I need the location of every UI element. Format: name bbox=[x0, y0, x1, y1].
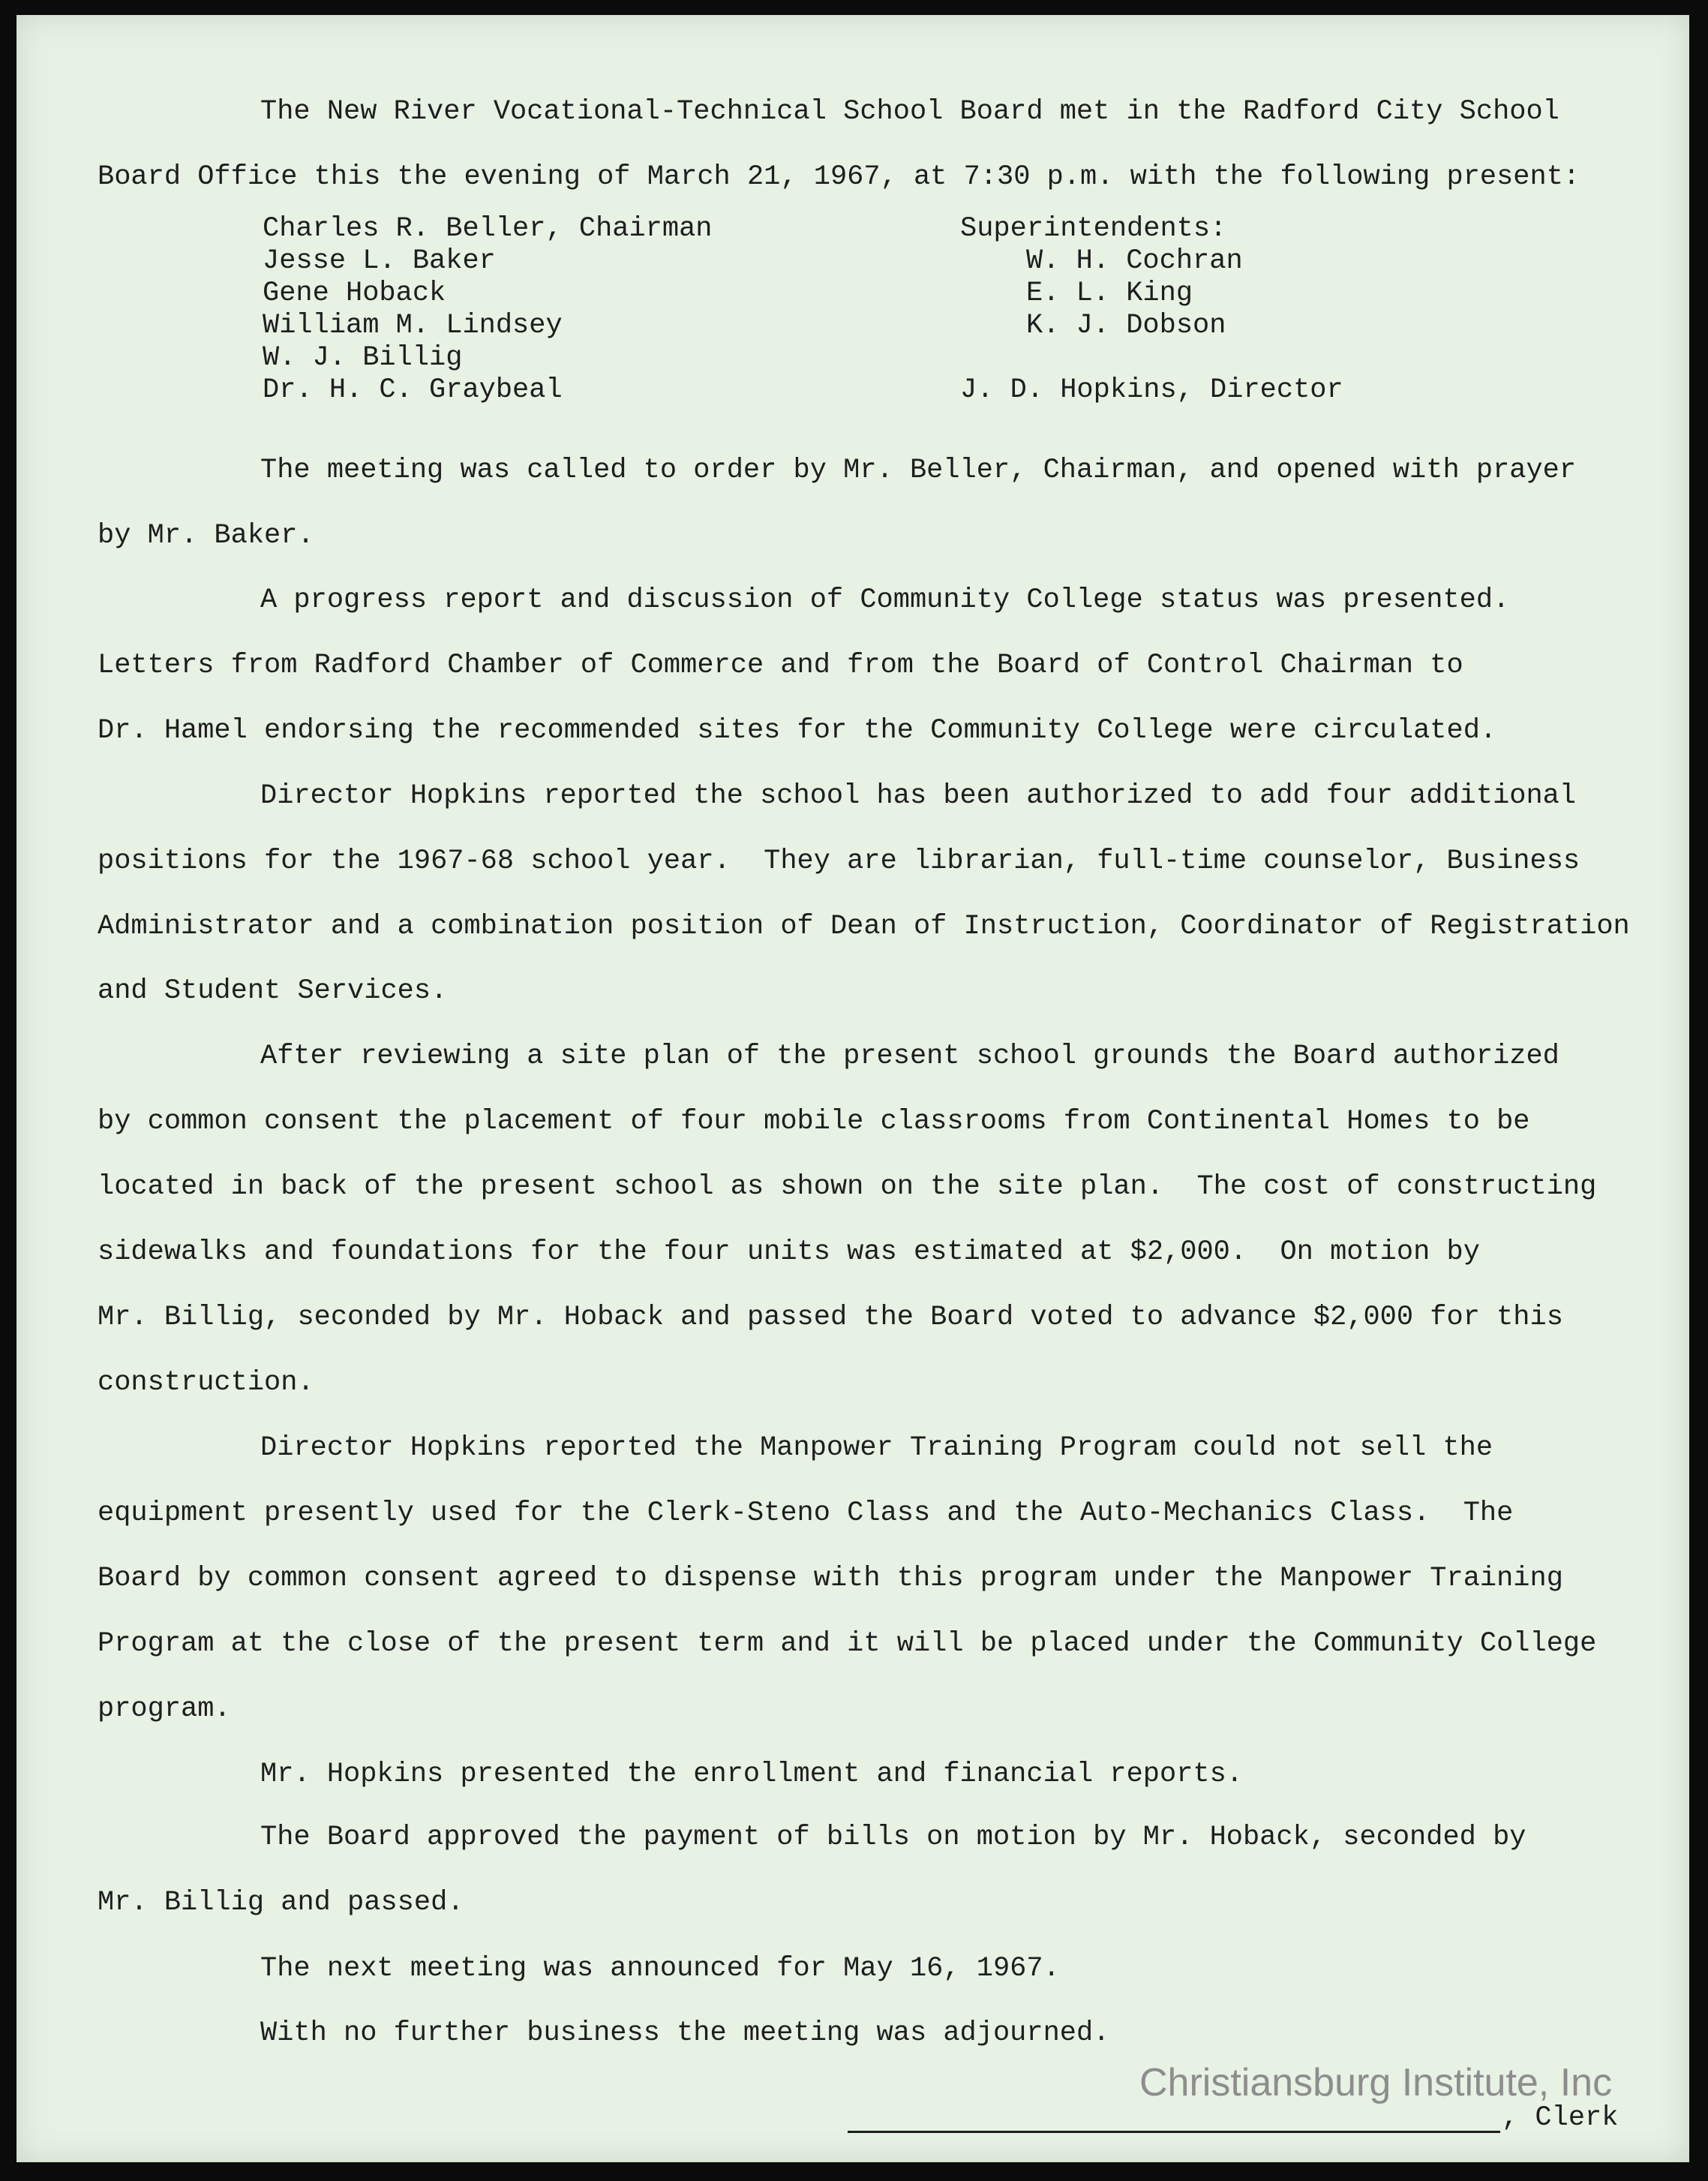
paragraph-line: located in back of the present school as shown on the site plan. The cost of constructing bbox=[98, 1171, 1597, 1203]
paragraph-line: Director Hopkins reported the school has been authorized to add four additional bbox=[260, 780, 1577, 812]
member-name: Dr. H. C. Graybeal bbox=[263, 374, 563, 406]
intro-line-1: The New River Vocational-Technical School Board met in the Radford City School bbox=[260, 96, 1559, 128]
superintendent-list bbox=[960, 213, 1343, 407]
paragraph-line: Mr. Billig and passed. bbox=[98, 1887, 464, 1918]
paragraph-line: A progress report and discussion of Community College status was presented. bbox=[260, 584, 1510, 616]
paragraph-line: The Board approved the payment of bills on motion by Mr. Hoback, seconded by bbox=[260, 1822, 1526, 1853]
paragraph-line: Mr. Hopkins presented the enrollment and financial reports. bbox=[260, 1759, 1244, 1790]
member-name: Charles R. Beller, Chairman bbox=[263, 213, 713, 245]
member-name: Jesse L. Baker bbox=[263, 245, 496, 277]
paragraph-line: With no further business the meeting was adjourned. bbox=[260, 2017, 1110, 2049]
paragraph-line: equipment presently used for the Clerk-Steno Class and the Auto-Mechanics Class. The bbox=[98, 1498, 1514, 1529]
paragraph-line: program. bbox=[98, 1693, 231, 1725]
minutes-body bbox=[17, 15, 1689, 2162]
watermark: Christiansburg Institute, Inc bbox=[1139, 2061, 1613, 2104]
paragraph-line: Dr. Hamel endorsing the recommended sites for the Community College were circulated. bbox=[98, 715, 1497, 747]
member-list bbox=[263, 213, 713, 407]
paragraph-line: by Mr. Baker. bbox=[98, 520, 314, 551]
paragraph-line: positions for the 1967-68 school year. They are librarian, full-time counselor, Business bbox=[98, 846, 1580, 877]
paragraph-line: Administrator and a combination position of Dean of Instruction, Coordinator of Registration bbox=[98, 911, 1630, 942]
paragraph-line: Program at the close of the present term and it will be placed under the Community College bbox=[98, 1628, 1597, 1660]
superintendent-name: E. L. King bbox=[1026, 278, 1193, 309]
paragraph-line: The next meeting was announced for May 16, 1967. bbox=[260, 1953, 1060, 1984]
paragraph-line: Letters from Radford Chamber of Commerce and from the Board of Control Chairman to bbox=[98, 650, 1463, 681]
document-page bbox=[17, 15, 1689, 2162]
clerk-label: , Clerk bbox=[1502, 2102, 1619, 2134]
intro-line-2: Board Office this the evening of March 21, 1967, at 7:30 p.m. with the following present: bbox=[98, 161, 1580, 193]
paragraph-line: and Student Services. bbox=[98, 975, 448, 1007]
paragraph-line: Director Hopkins reported the Manpower Training Program could not sell the bbox=[260, 1432, 1493, 1464]
paragraph-line: sidewalks and foundations for the four units was estimated at $2,000. On motion by bbox=[98, 1236, 1480, 1268]
superintendent-name: K. J. Dobson bbox=[1026, 310, 1226, 341]
member-name: Gene Hoback bbox=[263, 278, 446, 309]
paragraph-line: construction. bbox=[98, 1367, 314, 1398]
signature-line bbox=[848, 2131, 1500, 2133]
paragraph-line: Board by common consent agreed to dispense with this program under the Manpower Training bbox=[98, 1563, 1563, 1594]
paragraph-line: by common consent the placement of four mobile classrooms from Continental Homes to be bbox=[98, 1106, 1530, 1137]
paragraph-line: After reviewing a site plan of the present school grounds the Board authorized bbox=[260, 1041, 1559, 1072]
member-name: W. J. Billig bbox=[263, 342, 463, 374]
member-name: William M. Lindsey bbox=[263, 310, 563, 341]
director-name: J. D. Hopkins, Director bbox=[960, 374, 1343, 406]
paragraph-line: The meeting was called to order by Mr. Beller, Chairman, and opened with prayer bbox=[260, 455, 1577, 486]
superintendents-heading: Superintendents: bbox=[960, 213, 1227, 245]
superintendent-name: W. H. Cochran bbox=[1026, 245, 1243, 277]
paragraph-line: Mr. Billig, seconded by Mr. Hoback and passed the Board voted to advance $2,000 for this bbox=[98, 1302, 1563, 1333]
